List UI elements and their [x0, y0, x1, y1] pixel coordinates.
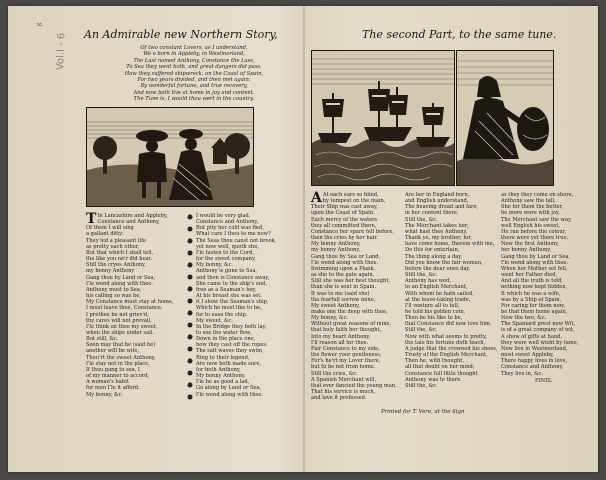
verse-line: Now with what seems to pretty, — [405, 333, 487, 340]
verse-line: another will be wife, — [86, 348, 140, 355]
headline-line: And now both live at home in joy and content. — [133, 89, 255, 96]
headline-line: We e born in Appleby, in Westmorland, — [143, 51, 245, 58]
verse-line: Constance and Anthony, — [501, 364, 564, 371]
verse-line: what hast thee Anthony, — [405, 228, 468, 235]
verse-line: When her Mother set fell, — [501, 265, 568, 272]
verse-line: She for them the better, — [501, 204, 564, 211]
verse-line: the tale his fortune doth teach, — [405, 339, 486, 346]
verse-line: The Spaniard prest now Wit, — [501, 321, 576, 328]
verse-line: Did you know the fair woman, — [405, 259, 483, 266]
drop-cap: A — [311, 190, 322, 206]
verse-line: My bonny Anthony, — [196, 373, 246, 380]
verse-line: Their Ship was cast away, — [311, 204, 378, 211]
verse-line: The salt waves they swim, — [196, 348, 264, 355]
verse-line: to an English Merchant, — [405, 284, 468, 291]
verse-line: there were yet there true. — [501, 235, 569, 242]
verse-line: With whom he hath sailed, — [405, 290, 474, 297]
verse-line: There happy lives in love, — [501, 358, 568, 365]
printer-imprint: Printed for T. Vere, at the Sign — [381, 409, 465, 415]
verse-line: Which he most like to be, — [196, 305, 262, 312]
verse-line: Without great reasons of mine, — [311, 321, 392, 328]
verse-line: I'll venture all to tell, — [405, 302, 460, 309]
verse-line: Still the, &c. — [405, 327, 438, 334]
verse-line: They live in, &c. — [501, 370, 544, 377]
verse-line: Anthony is gone to Sea, — [196, 268, 258, 275]
verse-line: my bonny Anthony — [86, 268, 135, 275]
part1-headlines — [94, 45, 294, 103]
verse-line: Still she was her best thought, — [311, 278, 390, 285]
verse-line: Are now both made sure, — [196, 360, 262, 367]
part2-title: The second Part, to the same tune. — [362, 28, 557, 41]
verse-line: and English understand, — [405, 198, 469, 205]
verse-line: Anthony saw the tall, — [501, 198, 556, 205]
verse-line: My Constance must stay at home, — [86, 299, 174, 306]
verse-line: The Merchant saw the way, — [501, 216, 572, 223]
verse-line: Thank ye, my brother, for, — [405, 235, 472, 242]
verse-line: in her content there, — [405, 210, 459, 217]
verse-line: Then he, with thought, — [405, 358, 464, 365]
verse-line: Are her in England born, — [405, 192, 470, 198]
woodcut-lovers-image — [87, 108, 253, 206]
verse-line: In the Bridge they both lay, — [196, 323, 267, 330]
verse-line: Still the, &c. — [405, 272, 438, 279]
verse-line: I would be very glad, — [196, 213, 251, 219]
woodcut-ships — [311, 50, 455, 186]
verse-line: Gang thou by Land or Sea, — [501, 253, 571, 260]
drop-cap: T — [86, 211, 97, 227]
verse-line: thy cares will not prevail, — [86, 317, 152, 324]
verse-line: Now the two, &c. — [501, 315, 547, 322]
part2-column-1 — [311, 192, 401, 401]
verse-line: upon the Coast of Spain. — [311, 210, 375, 217]
verse-line: It which he was a wife, — [501, 290, 561, 297]
verse-line: went her Father died, — [501, 272, 558, 279]
verse-line: than she is sent in Spain. — [311, 284, 377, 291]
verse-line: and then is Constance away, — [196, 274, 270, 281]
part1-column-1 — [86, 213, 184, 398]
verse-line: I'le wend along with thee. — [311, 259, 379, 266]
verse-line: of my manner to accord, — [86, 373, 150, 380]
verse-line: Anthony was to there. — [405, 376, 462, 383]
verse-line: For caring for them now, — [501, 302, 566, 309]
verse-line: Constance and Anthony, — [196, 219, 259, 226]
verse-line: at the leave-taking trade, — [405, 296, 471, 303]
verse-line: The Merchant takes her, — [405, 222, 469, 229]
verse-line: I must leave thee, Constance. — [86, 305, 163, 312]
verse-line: Still the cries, &c. — [311, 370, 358, 377]
woodcut-woman — [456, 50, 554, 186]
verse-line: free as a Seaman's boy, — [196, 286, 257, 293]
verse-line: then the cries by her hair. — [311, 235, 378, 242]
finis-mark: FINIS. — [535, 378, 553, 384]
verse-line: for both Anthony, — [196, 366, 241, 373]
verse-line: Still the, &c. — [405, 382, 438, 389]
verse-line: by tempest on the main, — [322, 198, 386, 205]
verse-line: A show of gifts at hand, — [501, 333, 563, 340]
verse-line: as pretty each other, — [86, 243, 140, 250]
headline-line: To Sea they went both, and great dangers did pass. — [126, 64, 262, 71]
part2-column-3 — [501, 192, 593, 377]
verse-line: how they cast off the ropes. — [196, 342, 268, 349]
broadside-sheet — [8, 6, 598, 472]
verse-line: Anthony has wed, — [405, 278, 451, 285]
headline-line: By wonderful fortune, and true recovery, — [140, 83, 248, 90]
verse-line: Anthony must to Sea, — [86, 286, 142, 293]
verse-line: If thou gang to sea, I — [86, 366, 140, 373]
verse-line: Into my heart Anthony, — [311, 333, 371, 340]
verse-line: The heaving dread and fare, — [405, 204, 479, 211]
verse-line: when the ships under sail. — [86, 329, 154, 336]
verse-line: her bonny Anthony, — [501, 247, 552, 254]
verse-line: Trusty of the English Merchant, — [405, 352, 488, 359]
headline-line: Of two constant Lovers, as I understand, — [140, 45, 248, 51]
part1-column-2 — [196, 213, 292, 398]
verse-line: that Constance did now love him. — [405, 321, 492, 328]
verse-line: Constance and Anthony, — [97, 219, 160, 226]
verse-line: In Lancashire and Appleby, — [97, 213, 168, 219]
verse-line: Now the first Anthony, — [501, 241, 560, 248]
headline-line: How they suffered shipwreck, on the Coast of Spain, — [124, 70, 264, 77]
verse-line: At each ears so blind, — [322, 192, 379, 198]
verse-line: Soon may that be (said he) — [86, 342, 156, 349]
verse-line: Then be his like to be, — [405, 315, 463, 322]
verse-line: yet now well, quoth she, — [196, 243, 259, 250]
verse-line: as they they come on shore, — [501, 192, 574, 198]
verse-line: Of them I will sing — [86, 225, 134, 232]
verse-line: the flower your gentleness, — [311, 352, 382, 359]
verse-line: Thou'rt the sweet Anthony, — [86, 354, 156, 361]
verse-line: And all the truth is told, — [501, 278, 563, 285]
verse-line: Still the, &c. — [405, 216, 438, 223]
verse-line: he more wore with joy, — [501, 210, 560, 217]
verse-line: was by a Ship of Spain, — [501, 296, 562, 303]
verse-line: nothing now kept hidden, — [501, 284, 568, 291]
verse-line: Go along by Land or Sea, — [196, 385, 262, 392]
verse-line: But still, &c. — [86, 336, 119, 343]
verse-line: But pity her cold was fled, — [196, 225, 264, 232]
verse-line: At his breast she was set, — [196, 293, 262, 300]
verse-line: my bonny Anthony, — [311, 247, 361, 254]
verse-line: The thing along a day, — [405, 253, 463, 260]
verse-line: that ever fancied the young man, — [311, 382, 397, 389]
verse-line: he told his golden coin, — [405, 308, 466, 315]
verse-line: She came to the ship's end, — [196, 280, 268, 287]
part1-title: An Admirable new Northern Story, — [84, 28, 278, 41]
verse-line: I'le fasten to the Cord, — [196, 249, 255, 256]
verse-line: For's he'rt my Lover there, — [311, 358, 381, 365]
verse-line: I'le wend along with thee. — [196, 391, 264, 398]
verse-line: to see the water flow, — [196, 329, 252, 336]
verse-line: well English his sweet, — [501, 222, 561, 229]
woodcut-woman-image — [457, 51, 553, 185]
verse-line: I prethee be not griev'd, — [86, 311, 149, 318]
corner-mark: ∞ — [36, 20, 43, 29]
verse-line: have come home, therein with me, — [405, 241, 495, 248]
verse-line: My sweet Anthony, — [311, 302, 360, 309]
verse-line: as she to the gate again, — [311, 272, 375, 279]
woodcut-lovers — [86, 107, 254, 207]
center-fold — [303, 6, 305, 472]
verse-line: for to ease the ship. — [196, 311, 248, 318]
verse-line: Ring to their legend, — [196, 354, 250, 361]
verse-line: Swimming upon a Plank, — [311, 265, 376, 272]
verse-line: My bonny, &c. — [86, 391, 124, 398]
verse-line: A Spanish Merchant will, — [311, 376, 377, 383]
verse-line: Constance her spare fell before, — [311, 228, 395, 235]
verse-line: But that which I shall tell, — [86, 249, 154, 256]
verse-line: My bonny, &c. — [196, 262, 234, 269]
verse-line: the like you ne'r did hear. — [86, 256, 153, 263]
verse-line: but to be not from home. — [311, 364, 376, 371]
part2-column-2 — [405, 192, 499, 389]
verse-line: A woman's habit — [86, 379, 129, 386]
verse-line: Still the cryes Anthony, — [86, 262, 146, 269]
verse-line: I'le wend along with thee. — [501, 259, 569, 266]
verse-line: The Seas thou canst not brook, — [196, 237, 277, 244]
pencil-note: Vol.I - 6 — [55, 32, 68, 71]
verse-line: I'le stay not in the place, — [86, 360, 150, 367]
verse-line: for the sweet company. — [196, 256, 256, 263]
verse-line: that holy faith her thought, — [311, 327, 382, 334]
verse-line: Gang thou by Land or Sea, — [86, 274, 156, 281]
verse-line: I'le be as good a lad, — [196, 379, 250, 386]
verse-line: It was to me (said she) — [311, 290, 370, 297]
verse-line: most sweet Appleby, — [501, 352, 554, 359]
verse-line: Constance full little thought — [405, 370, 478, 377]
verse-line: My bonny Anthony, — [311, 241, 361, 248]
verse-line: before the dear ones day. — [405, 265, 471, 272]
verse-line: the fearfull sorrow mine, — [311, 296, 376, 303]
verse-line: they were well wisht by fame, — [501, 339, 579, 346]
verse-line: a gallant ditty: — [86, 231, 124, 238]
verse-line: it I show the Seaman's ship, — [196, 299, 269, 306]
verse-line: Gang thou by Sea or Land, — [311, 253, 381, 260]
verse-line: they all committed there, — [311, 222, 377, 229]
headline-line: For two years divided, and then met again: — [137, 77, 251, 84]
verse-line: What care I thou to me now? — [196, 231, 271, 238]
verse-line: A judge that the crowned his shoes, — [405, 345, 498, 352]
verse-line: I'le think on thee my sweet, — [86, 323, 158, 330]
verse-line: I'll reason all for thee. — [311, 339, 369, 346]
verse-line: Fair Constance to my side, — [311, 345, 380, 352]
verse-line: and love it professed. — [311, 395, 367, 402]
verse-line: make one the deep with thee, — [311, 308, 388, 315]
verse-line: My bonny, &c. — [311, 315, 349, 322]
verse-line: is of a great company of wit, — [501, 327, 575, 334]
verse-line: Down in the place one, — [196, 336, 256, 343]
verse-line: all that doubt on her mind, — [405, 364, 475, 371]
verse-line: He ran before the colour, — [501, 228, 567, 235]
verse-line: I'le wend along with thee. — [86, 280, 154, 287]
headline-line: The Tune is, I would thou wert in the country. — [133, 96, 255, 103]
verse-line: Each mercy of the waters — [311, 216, 378, 223]
woodcut-ships-image — [312, 51, 454, 185]
verse-line: Now live in Westmorland, — [501, 345, 568, 352]
headline-line: The Last named Anthony, Constance the Lass, — [133, 57, 255, 64]
verse-line: They led a pleasant life — [86, 237, 147, 244]
verse-line: for men I'le it afford. — [86, 385, 140, 392]
verse-line: That his service is much, — [311, 389, 376, 395]
verse-line: his calling so was he, — [86, 293, 141, 300]
verse-line: be that them home again, — [501, 308, 568, 315]
verse-line: My sweet, &c. — [196, 317, 234, 324]
ornamental-divider — [186, 213, 194, 403]
verse-line: Do this for entertain, — [405, 247, 460, 254]
